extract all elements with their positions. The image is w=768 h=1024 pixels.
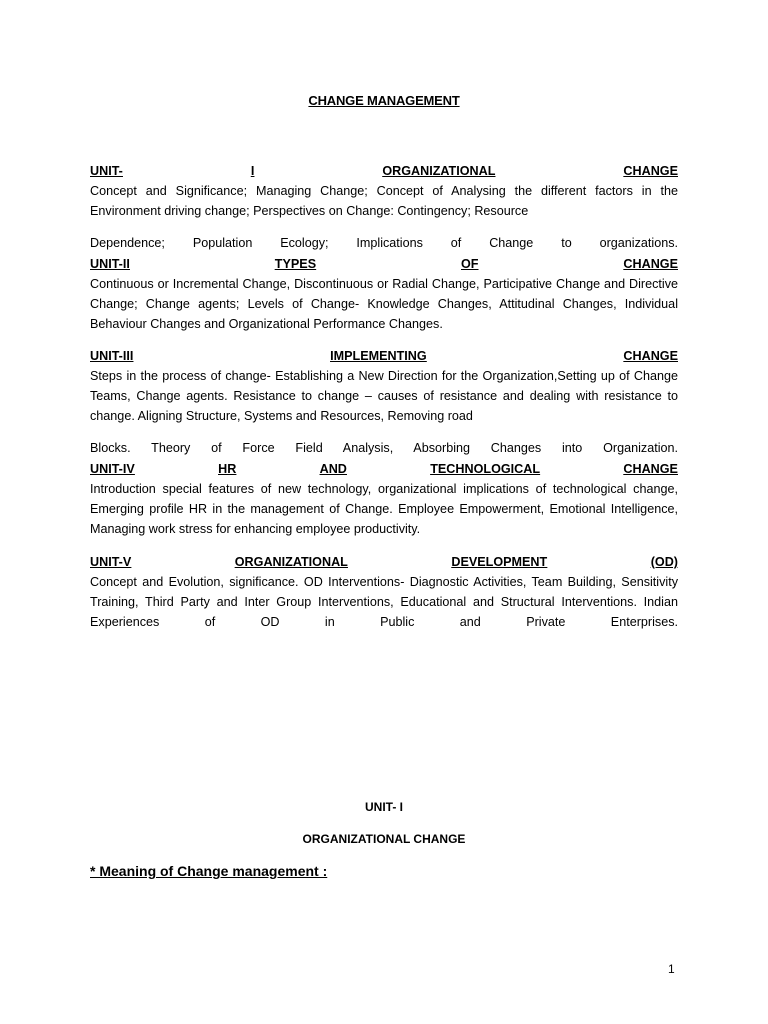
unit-4-description: Introduction special features of new technology, organizational implications of technological change, Emerging profile HR in the management of Change. Employee Empowerment, Emotional Intelligence, Managing work stress for enhancing employee productivity. bbox=[90, 482, 678, 536]
unit-2-heading-word: OF bbox=[461, 257, 479, 271]
unit-5-heading-word: UNIT-V bbox=[90, 555, 132, 569]
unit-3-description-continued: Blocks. Theory of Force Field Analysis, Absorbing Changes into Organization. bbox=[90, 441, 678, 455]
unit-1-heading-word: ORGANIZATIONAL bbox=[382, 164, 496, 178]
unit-2-heading-word: TYPES bbox=[274, 257, 317, 271]
unit-1-heading bbox=[90, 161, 678, 181]
section-heading-meaning: * Meaning of Change management : bbox=[90, 863, 328, 879]
unit-1-description-continued: Dependence; Population Ecology; Implications of Change to organizations. bbox=[90, 236, 678, 250]
unit-5-heading-word: ORGANIZATIONAL bbox=[234, 555, 348, 569]
unit-3-description: Steps in the process of change- Establishing a New Direction for the Organization,Setting up of Change Teams, Change agents. Resistance to change – causes of resistance and dealing with resistance to change. Aligning Structure, Systems and Resources, Removing road bbox=[90, 369, 678, 423]
unit-4-heading-word: UNIT-IV bbox=[90, 462, 135, 476]
unit-2-section bbox=[90, 254, 678, 334]
unit-4-heading bbox=[90, 459, 678, 479]
unit-label: UNIT- I bbox=[365, 800, 403, 814]
page-number: 1 bbox=[668, 962, 675, 976]
unit-5-description: Concept and Evolution, significance. OD Interventions- Diagnostic Activities, Team Building, Sensitivity Training, Third Party and Inter Group Interventions, Educational and Structural Interventions. Indian Experiences of OD in Public and Private Enterprises. bbox=[90, 575, 678, 629]
unit-5-heading-word: DEVELOPMENT bbox=[451, 555, 548, 569]
unit-4-section bbox=[90, 459, 678, 539]
unit-2-heading-word: UNIT-II bbox=[90, 257, 130, 271]
unit-2-heading-word: CHANGE bbox=[623, 257, 678, 271]
unit-1-heading-word: UNIT- bbox=[90, 164, 123, 178]
unit-3-heading-word: IMPLEMENTING bbox=[330, 349, 427, 363]
unit-4-heading-word: AND bbox=[319, 462, 347, 476]
unit-3-heading bbox=[90, 346, 678, 366]
unit-3-heading-word: CHANGE bbox=[623, 349, 678, 363]
unit-2-heading bbox=[90, 254, 678, 274]
unit-5-heading bbox=[90, 552, 678, 572]
document-title: CHANGE MANAGEMENT bbox=[308, 93, 460, 108]
unit-4-heading-word: CHANGE bbox=[623, 462, 678, 476]
unit-1-section bbox=[90, 161, 678, 253]
unit-subtitle: ORGANIZATIONAL CHANGE bbox=[302, 832, 466, 846]
unit-1-heading-word: CHANGE bbox=[623, 164, 678, 178]
unit-1-description: Concept and Significance; Managing Change; Concept of Analysing the different factors in the Environment driving change; Perspectives on Change: Contingency; Resource bbox=[90, 184, 678, 218]
unit-5-heading-word: (OD) bbox=[650, 555, 678, 569]
unit-5-section bbox=[90, 552, 678, 632]
unit-4-heading-word: HR bbox=[218, 462, 237, 476]
unit-4-heading-word: TECHNOLOGICAL bbox=[430, 462, 541, 476]
unit-2-description: Continuous or Incremental Change, Discontinuous or Radial Change, Participative Change and Directive Change; Change agents; Levels of Change- Knowledge Changes, Attitudinal Changes, Individual Behaviour Changes and Organizational Performance Changes. bbox=[90, 277, 678, 331]
unit-3-heading-word: UNIT-III bbox=[90, 349, 134, 363]
unit-1-heading-word: I bbox=[250, 164, 255, 178]
unit-3-section bbox=[90, 346, 678, 458]
